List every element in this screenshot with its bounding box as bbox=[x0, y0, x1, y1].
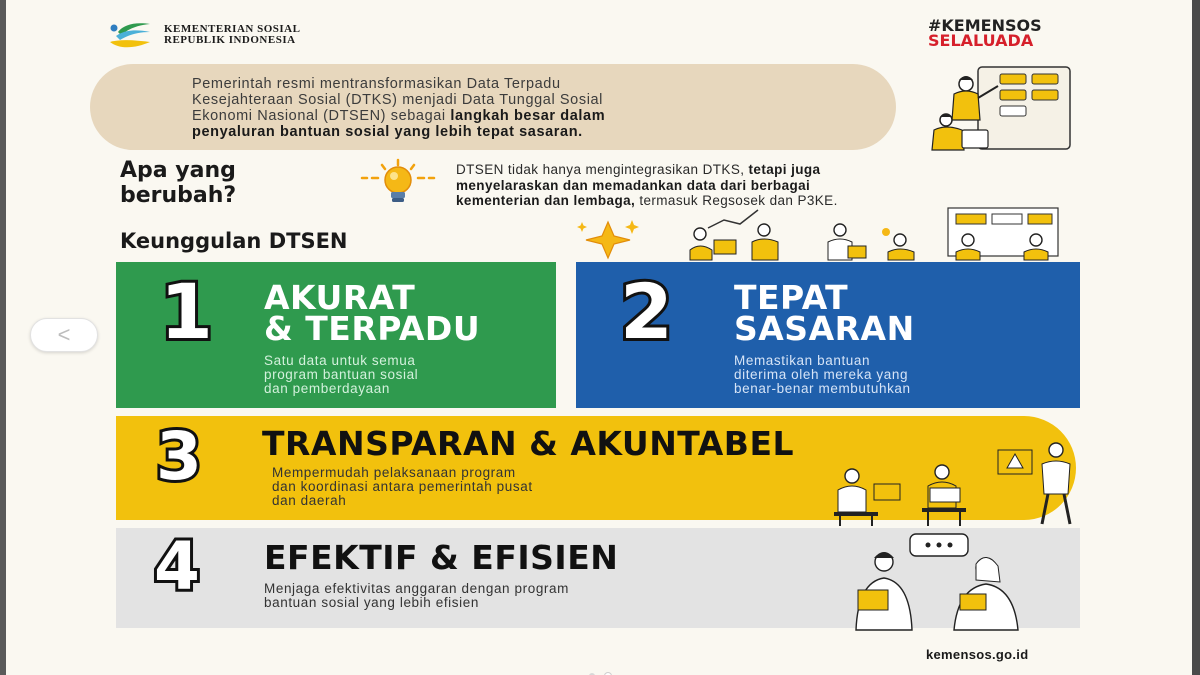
hashtag bbox=[928, 18, 1042, 48]
hashtag-line2: SELALUADA bbox=[928, 31, 1034, 50]
card-number: 1 bbox=[160, 267, 213, 356]
people-working-illustration bbox=[678, 206, 1066, 262]
discussion-illustration bbox=[836, 532, 1036, 632]
card-description-line: benar-benar membutuhkan bbox=[734, 381, 911, 396]
intro-line: Pemerintah resmi mentransformasikan Data Terpadu bbox=[192, 76, 561, 92]
org-name-line2: REPUBLIK INDONESIA bbox=[164, 34, 296, 46]
meeting-illustration bbox=[830, 436, 1090, 528]
card-title: TRANSPARAN & AKUNTABEL bbox=[262, 424, 795, 463]
card-description bbox=[272, 466, 533, 508]
intro-line bbox=[192, 108, 852, 124]
org-name-line1: KEMENTERIAN SOSIAL bbox=[164, 23, 301, 35]
card-number: 2 bbox=[620, 267, 673, 356]
card-number: 3 bbox=[156, 418, 202, 495]
card-title-line2: & TERPADU bbox=[264, 309, 481, 348]
card-title bbox=[264, 278, 481, 348]
card-description-line: dan koordinasi antara pemerintah pusat bbox=[272, 479, 533, 494]
card-description bbox=[734, 354, 911, 396]
hashtag-line1: #KEMENSOS bbox=[928, 16, 1042, 35]
intro-bold-span: penyaluran bantuan sosial yang lebih tepat sasaran. bbox=[192, 124, 583, 140]
infographic-page bbox=[6, 0, 1192, 675]
change-line bbox=[456, 162, 1076, 178]
change-bold-span: kementerian dan lembaga, bbox=[456, 193, 636, 208]
change-text-span: DTSEN tidak hanya mengintegrasikan DTKS, bbox=[456, 162, 749, 177]
intro-bold-span: langkah besar dalam bbox=[450, 108, 606, 124]
right-window-edge bbox=[1192, 0, 1200, 675]
what-changed-title bbox=[120, 158, 236, 208]
kemensos-logo bbox=[106, 20, 156, 50]
card-title-line1: AKURAT bbox=[264, 278, 416, 317]
team-board-illustration bbox=[922, 64, 1078, 152]
card-description-line: Mempermudah pelaksanaan program bbox=[272, 465, 516, 480]
footer-url: kemensos.go.id bbox=[926, 647, 1029, 662]
prev-arrow-icon: < bbox=[57, 322, 71, 347]
intro-text-span: Ekonomi Nasional (DTSEN) sebagai bbox=[192, 108, 451, 124]
card-description-line: bantuan sosial yang lebih efisien bbox=[264, 595, 479, 610]
change-text-span: termasuk Regsosek dan P3KE. bbox=[635, 193, 838, 208]
advantage-card-1 bbox=[116, 262, 556, 408]
what-changed-title-line2: berubah? bbox=[120, 183, 237, 208]
change-line bbox=[456, 178, 1076, 194]
card-description-line: Menjaga efektivitas anggaran dengan program bbox=[264, 581, 569, 596]
change-bold-span: tetapi juga bbox=[748, 162, 821, 177]
org-name bbox=[164, 24, 300, 46]
card-title bbox=[734, 278, 915, 348]
card-description-line: dan daerah bbox=[272, 493, 347, 508]
card-description-line: dan pemberdayaan bbox=[264, 381, 390, 396]
card-description-line: program bantuan sosial bbox=[264, 367, 419, 382]
what-changed-title-line1: Apa yang bbox=[120, 158, 236, 183]
advantage-card-2 bbox=[576, 262, 1080, 408]
card-description bbox=[264, 354, 418, 396]
lightbulb-icon bbox=[354, 158, 442, 206]
card-title-line1: TEPAT bbox=[734, 278, 849, 317]
change-bold-span: menyelaraskan dan memadankan data dari berbagai bbox=[456, 177, 811, 193]
card-description-line: Memastikan bantuan bbox=[734, 353, 871, 368]
card-description-line: diterima oleh mereka yang bbox=[734, 367, 909, 382]
sparkle-icon bbox=[572, 216, 644, 262]
advantages-title: Keunggulan DTSEN bbox=[120, 229, 348, 253]
card-number: 4 bbox=[154, 528, 200, 605]
carousel-dots bbox=[589, 666, 617, 675]
intro-text bbox=[192, 76, 852, 140]
intro-line bbox=[192, 124, 852, 140]
card-description bbox=[264, 582, 569, 610]
card-description-line: Satu data untuk semua bbox=[264, 353, 416, 368]
card-title: EFEKTIF & EFISIEN bbox=[264, 538, 619, 577]
card-title-line2: SASARAN bbox=[734, 309, 915, 348]
carousel-prev-button[interactable] bbox=[30, 318, 98, 352]
what-changed-text bbox=[456, 162, 1076, 209]
intro-line: Kesejahteraan Sosial (DTKS) menjadi Data Tunggal Sosial bbox=[192, 92, 604, 108]
